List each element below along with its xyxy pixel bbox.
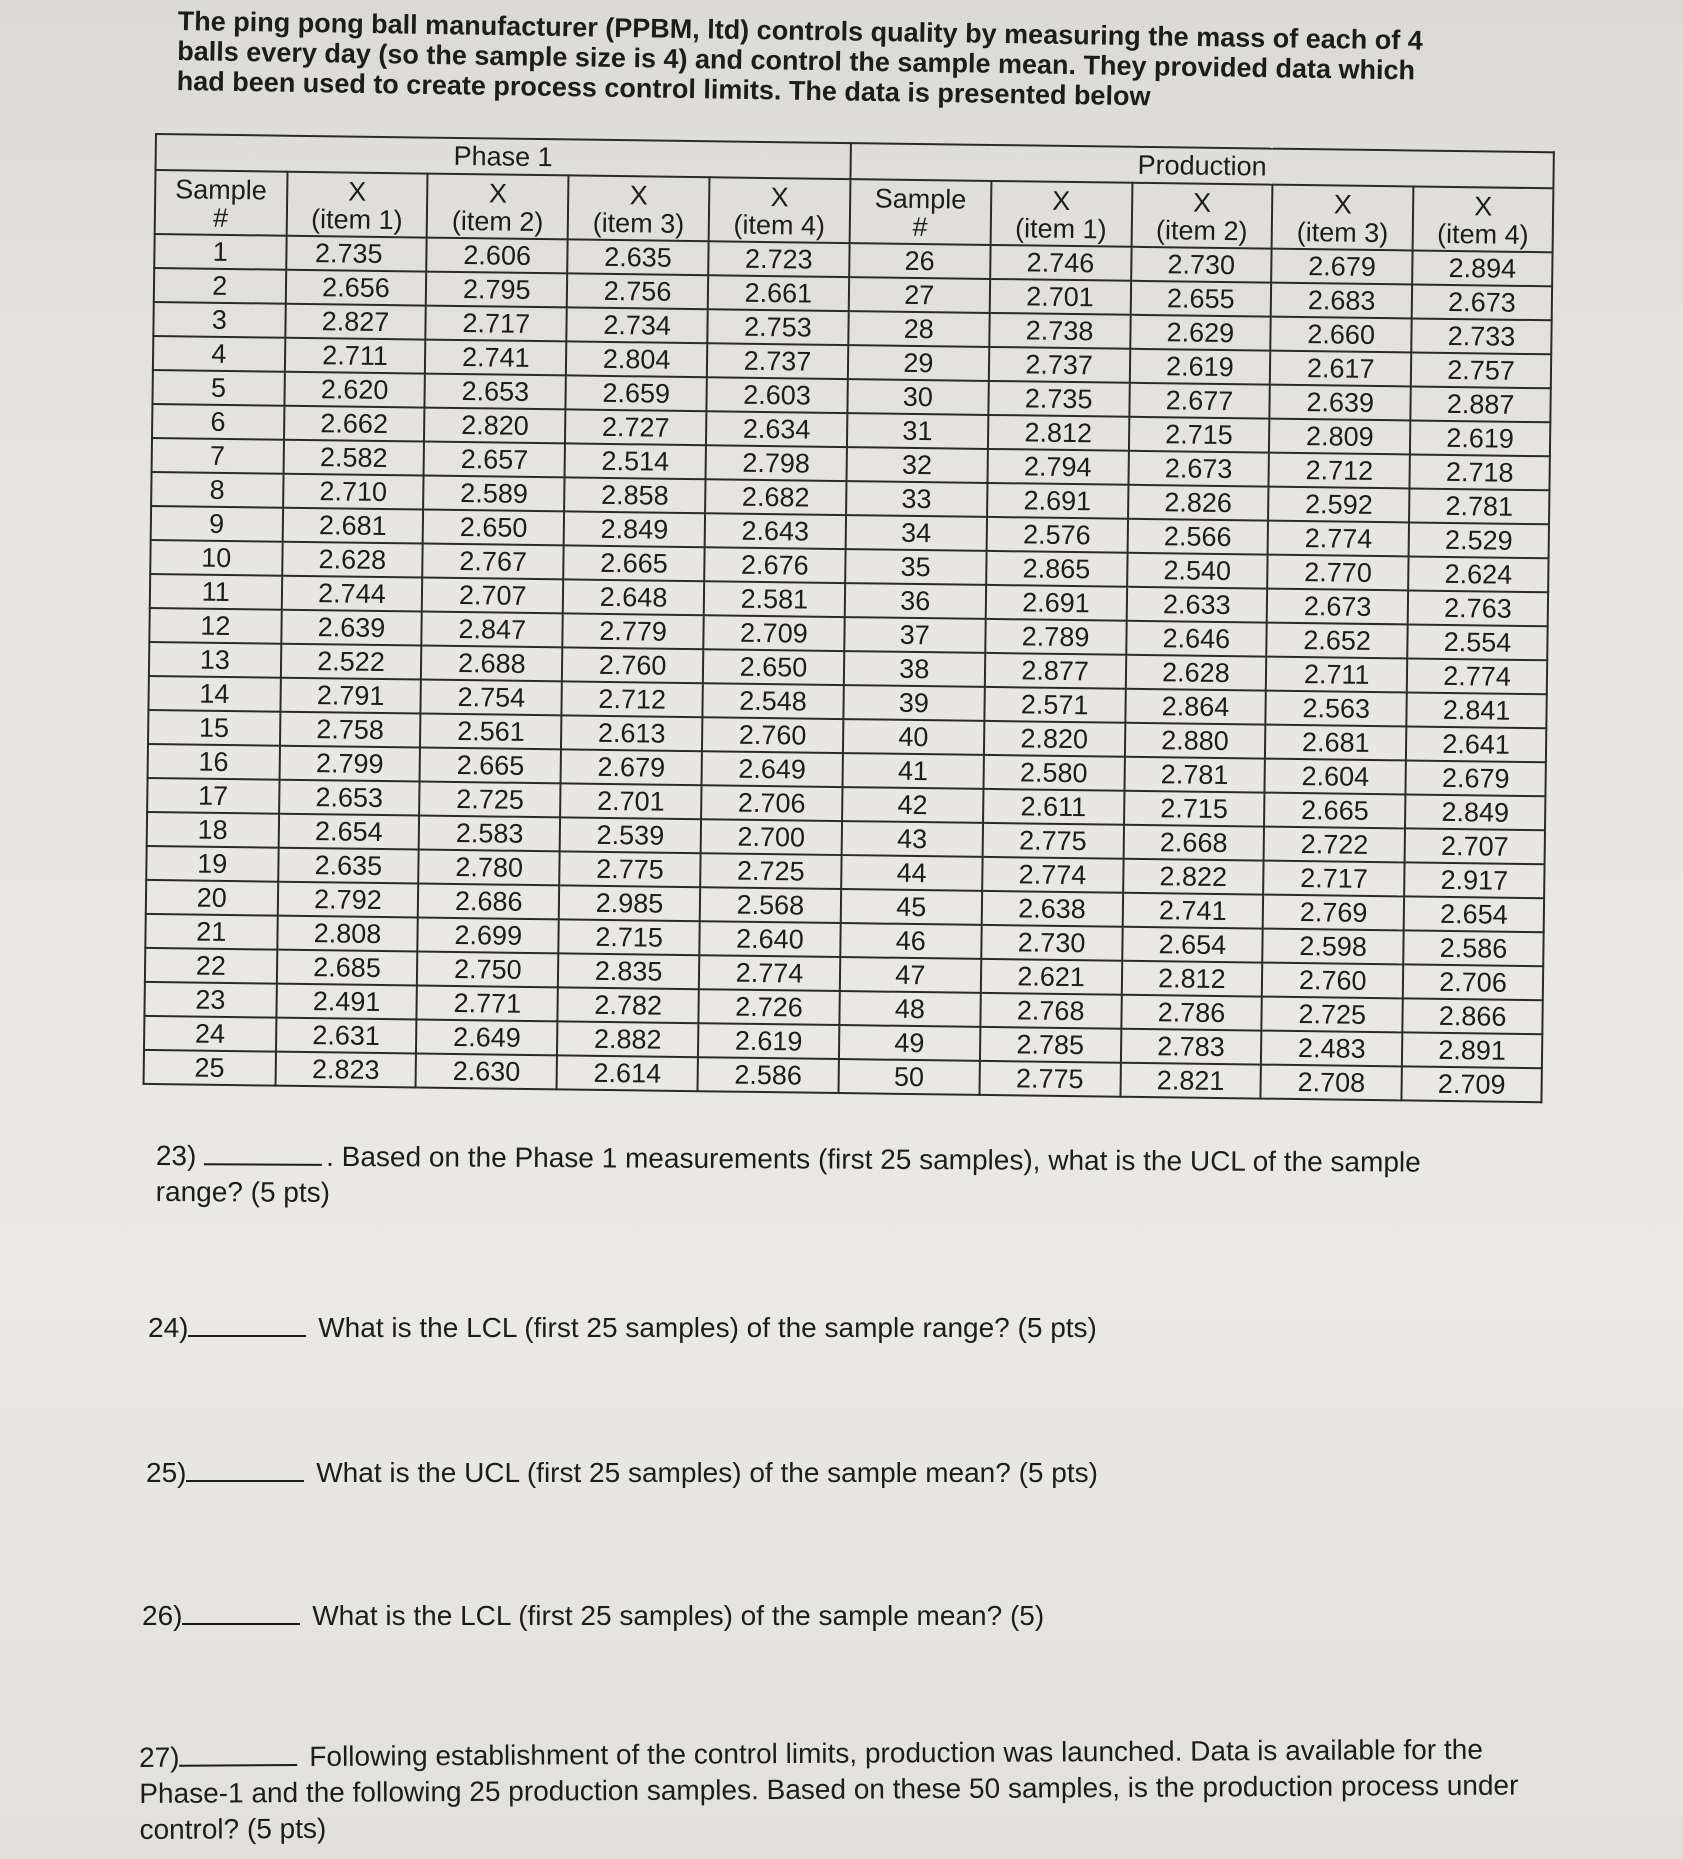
measurement-cell: 2.683 xyxy=(1271,283,1412,319)
measurement-cell: 2.760 xyxy=(702,717,843,753)
measurement-cell: 2.648 xyxy=(563,579,704,615)
measurement-cell: 2.730 xyxy=(1131,247,1272,283)
measurement-cell: 2.753 xyxy=(707,309,848,345)
answer-blank-25[interactable] xyxy=(186,1456,304,1482)
sample-number-cell: 15 xyxy=(148,710,280,746)
measurement-cell: 2.789 xyxy=(985,619,1126,655)
sample-number-cell: 28 xyxy=(848,311,989,347)
sample-number-cell: 48 xyxy=(839,991,980,1027)
measurement-cell: 2.650 xyxy=(703,649,844,685)
measurement-cell: 2.631 xyxy=(276,1018,417,1054)
data-table xyxy=(143,133,1555,1103)
column-header: Sample # xyxy=(849,179,991,245)
measurement-cell: 2.630 xyxy=(416,1053,557,1089)
measurement-cell: 2.586 xyxy=(1403,930,1543,966)
measurement-cell: 2.686 xyxy=(418,884,559,920)
measurement-cell: 2.660 xyxy=(1271,317,1412,353)
measurement-cell: 2.677 xyxy=(1129,383,1270,419)
measurement-cell: 2.835 xyxy=(558,953,699,989)
measurement-cell: 2.804 xyxy=(566,341,707,377)
measurement-cell: 2.808 xyxy=(277,916,418,952)
measurement-cell: 2.820 xyxy=(424,408,565,444)
measurement-cell: 2.820 xyxy=(984,721,1125,757)
measurement-cell: 2.717 xyxy=(1263,861,1404,897)
sample-number-cell: 10 xyxy=(150,540,282,576)
measurement-cell: 2.592 xyxy=(1268,487,1409,523)
measurement-cell: 2.649 xyxy=(416,1020,557,1056)
production-group-header: Production xyxy=(850,143,1554,188)
measurement-cell: 2.783 xyxy=(1120,1029,1261,1065)
measurement-cell: 2.639 xyxy=(281,610,422,646)
sample-number-cell: 44 xyxy=(841,855,982,891)
sample-number-cell: 50 xyxy=(838,1059,979,1095)
column-header: X (item 3) xyxy=(1272,185,1414,251)
measurement-cell: 2.635 xyxy=(278,848,419,884)
measurement-cell: 2.877 xyxy=(985,653,1126,689)
measurement-cell: 2.785 xyxy=(980,1027,1121,1063)
measurement-cell: 2.656 xyxy=(285,270,426,306)
measurement-cell: 2.676 xyxy=(704,547,845,583)
question-text: What is the UCL (first 25 samples) of the sample mean? (5 pts) xyxy=(316,1457,1098,1488)
measurement-cell: 2.586 xyxy=(698,1057,839,1093)
question-text: Following establishment of the control limits, production was launched. Data is available for the Phase-1 and the following 25 production samples. Based on these 50 samples, is the production process under control? (5 pts) xyxy=(139,1733,1519,1845)
measurement-cell: 2.774 xyxy=(699,955,840,991)
measurement-cell: 2.715 xyxy=(558,919,699,955)
measurement-cell: 2.589 xyxy=(423,476,564,512)
measurement-cell: 2.654 xyxy=(278,814,419,850)
measurement-cell: 2.581 xyxy=(704,581,845,617)
measurement-cell: 2.847 xyxy=(422,612,563,648)
sample-number-cell: 33 xyxy=(846,481,987,517)
measurement-cell: 2.568 xyxy=(700,887,841,923)
question-27 xyxy=(139,1731,1560,1848)
measurement-cell: 2.866 xyxy=(1402,998,1542,1034)
measurement-cell: 2.715 xyxy=(1124,791,1265,827)
measurement-cell: 2.619 xyxy=(1129,349,1270,385)
measurement-cell: 2.620 xyxy=(284,372,425,408)
measurement-cell: 2.709 xyxy=(703,615,844,651)
measurement-cell: 2.522 xyxy=(280,644,421,680)
measurement-cell: 2.760 xyxy=(1262,963,1403,999)
measurement-cell: 2.792 xyxy=(277,882,418,918)
answer-blank-24[interactable] xyxy=(188,1311,306,1337)
sample-number-cell: 38 xyxy=(844,651,985,687)
measurement-cell: 2.767 xyxy=(423,544,564,580)
measurement-cell: 2.643 xyxy=(705,513,846,549)
measurement-cell: 2.725 xyxy=(700,853,841,889)
measurement-cell: 2.864 xyxy=(1125,689,1266,725)
measurement-cell: 2.540 xyxy=(1127,553,1268,589)
measurement-cell: 2.679 xyxy=(561,749,702,785)
sample-number-cell: 11 xyxy=(150,574,282,610)
measurement-cell: 2.634 xyxy=(706,411,847,447)
measurement-cell: 2.554 xyxy=(1407,624,1547,660)
data-table-container xyxy=(143,133,1555,1103)
question-text: What is the LCL (first 25 samples) of the sample mean? (5) xyxy=(312,1600,1045,1631)
sample-number-cell: 14 xyxy=(148,676,280,712)
sample-number-cell: 47 xyxy=(840,957,981,993)
answer-blank-23[interactable] xyxy=(204,1139,322,1166)
measurement-cell: 2.649 xyxy=(702,751,843,787)
measurement-cell: 2.619 xyxy=(698,1023,839,1059)
measurement-cell: 2.665 xyxy=(563,545,704,581)
measurement-cell: 2.760 xyxy=(562,647,703,683)
column-header: X (item 4) xyxy=(709,177,851,243)
answer-blank-27[interactable] xyxy=(179,1740,297,1767)
measurement-cell: 2.849 xyxy=(564,511,705,547)
measurement-cell: 2.661 xyxy=(708,275,849,311)
sample-number-cell: 31 xyxy=(847,413,988,449)
sample-number-cell: 46 xyxy=(840,923,981,959)
measurement-cell: 2.650 xyxy=(423,510,564,546)
measurement-cell: 2.865 xyxy=(986,551,1127,587)
measurement-cell: 2.621 xyxy=(981,959,1122,995)
answer-blank-26[interactable] xyxy=(182,1599,300,1625)
column-header: Sample # xyxy=(155,170,287,236)
question-25 xyxy=(146,1455,1346,1491)
measurement-cell: 2.917 xyxy=(1404,862,1544,898)
measurement-cell: 2.775 xyxy=(982,823,1123,859)
question-number: 23) xyxy=(155,1140,197,1172)
measurement-cell: 2.514 xyxy=(565,443,706,479)
sample-number-cell: 22 xyxy=(145,948,277,984)
sample-number-cell: 23 xyxy=(144,982,276,1018)
sample-number-cell: 30 xyxy=(847,379,988,415)
measurement-cell: 2.653 xyxy=(425,374,566,410)
sample-number-cell: 41 xyxy=(842,753,983,789)
measurement-cell: 2.741 xyxy=(425,340,566,376)
measurement-cell: 2.654 xyxy=(1404,896,1544,932)
question-26 xyxy=(142,1598,1342,1634)
measurement-cell: 2.699 xyxy=(418,918,559,954)
measurement-cell: 2.737 xyxy=(989,347,1130,383)
measurement-cell: 2.682 xyxy=(705,479,846,515)
measurement-cell: 2.582 xyxy=(283,440,424,476)
measurement-cell: 2.639 xyxy=(1270,385,1411,421)
measurement-cell: 2.604 xyxy=(1265,759,1406,795)
measurement-cell: 2.809 xyxy=(1269,419,1410,455)
sample-number-cell: 36 xyxy=(845,583,986,619)
measurement-cell: 2.770 xyxy=(1267,555,1408,591)
measurement-cell: 2.624 xyxy=(1408,556,1548,592)
column-header: X (item 4) xyxy=(1413,186,1554,252)
question-number: 27) xyxy=(139,1741,180,1773)
measurement-cell: 2.849 xyxy=(1405,794,1545,830)
measurement-cell: 2.823 xyxy=(275,1052,416,1088)
measurement-cell: 2.709 xyxy=(1402,1066,1542,1102)
phase1-group-header: Phase 1 xyxy=(156,134,851,179)
measurement-cell: 2.613 xyxy=(561,715,702,751)
measurement-cell: 2.638 xyxy=(981,891,1122,927)
measurement-cell: 2.775 xyxy=(979,1061,1120,1097)
measurement-cell: 2.798 xyxy=(706,445,847,481)
sample-number-cell: 49 xyxy=(839,1025,980,1061)
sample-number-cell: 5 xyxy=(152,370,284,406)
measurement-cell: 2.768 xyxy=(980,993,1121,1029)
measurement-cell: 2.662 xyxy=(284,406,425,442)
measurement-cell: 2.711 xyxy=(284,338,425,374)
measurement-cell: 2.708 xyxy=(1261,1065,1402,1101)
measurement-cell: 2.725 xyxy=(419,782,560,818)
measurement-cell: 2.580 xyxy=(983,755,1124,791)
measurement-cell: 2.735 xyxy=(988,381,1129,417)
question-number: 24) xyxy=(148,1312,189,1343)
measurement-cell: 2.718 xyxy=(1410,454,1550,490)
measurement-cell: 2.821 xyxy=(1120,1063,1261,1099)
measurement-cell: 2.757 xyxy=(1411,352,1551,388)
measurement-cell: 2.735 xyxy=(286,236,427,272)
measurement-cell: 2.733 xyxy=(1411,318,1551,354)
measurement-cell: 2.717 xyxy=(426,306,567,342)
question-number: 26) xyxy=(142,1600,183,1631)
measurement-cell: 2.685 xyxy=(276,950,417,986)
sample-number-cell: 35 xyxy=(845,549,986,585)
measurement-cell: 2.679 xyxy=(1406,760,1546,796)
measurement-cell: 2.791 xyxy=(280,678,421,714)
measurement-cell: 2.646 xyxy=(1126,621,1267,657)
measurement-cell: 2.563 xyxy=(1266,691,1407,727)
sample-number-cell: 19 xyxy=(146,846,278,882)
question-23 xyxy=(156,1138,1486,1217)
measurement-cell: 2.659 xyxy=(566,375,707,411)
measurement-cell: 2.782 xyxy=(558,987,699,1023)
measurement-cell: 2.561 xyxy=(420,714,561,750)
measurement-cell: 2.701 xyxy=(560,783,701,819)
measurement-cell: 2.598 xyxy=(1263,929,1404,965)
sample-number-cell: 17 xyxy=(147,778,279,814)
sample-number-cell: 18 xyxy=(147,812,279,848)
measurement-cell: 2.673 xyxy=(1128,451,1269,487)
measurement-cell: 2.882 xyxy=(557,1021,698,1057)
question-text: What is the LCL (first 25 samples) of the sample range? (5 pts) xyxy=(318,1312,1097,1343)
measurement-cell: 2.758 xyxy=(280,712,421,748)
measurement-cell: 2.737 xyxy=(707,343,848,379)
measurement-cell: 2.483 xyxy=(1261,1031,1402,1067)
measurement-cell: 2.734 xyxy=(566,307,707,343)
sample-number-cell: 12 xyxy=(149,608,281,644)
measurement-cell: 2.657 xyxy=(424,442,565,478)
sample-number-cell: 4 xyxy=(153,336,285,372)
column-header: X (item 3) xyxy=(568,175,710,241)
measurement-cell: 2.730 xyxy=(981,925,1122,961)
measurement-cell: 2.681 xyxy=(282,508,423,544)
measurement-cell: 2.706 xyxy=(701,785,842,821)
sample-number-cell: 43 xyxy=(841,821,982,857)
measurement-cell: 2.746 xyxy=(990,245,1131,281)
sample-number-cell: 37 xyxy=(844,617,985,653)
sample-number-cell: 9 xyxy=(151,506,283,542)
measurement-cell: 2.722 xyxy=(1264,827,1405,863)
measurement-cell: 2.769 xyxy=(1263,895,1404,931)
measurement-cell: 2.827 xyxy=(285,304,426,340)
measurement-cell: 2.576 xyxy=(986,517,1127,553)
question-number: 25) xyxy=(146,1457,187,1488)
sample-number-cell: 40 xyxy=(843,719,984,755)
measurement-cell: 2.640 xyxy=(699,921,840,957)
measurement-cell: 2.726 xyxy=(698,989,839,1025)
sample-number-cell: 29 xyxy=(848,345,989,381)
measurement-cell: 2.727 xyxy=(565,409,706,445)
measurement-cell: 2.673 xyxy=(1412,284,1552,320)
measurement-cell: 2.668 xyxy=(1123,825,1264,861)
measurement-cell: 2.571 xyxy=(984,687,1125,723)
sample-number-cell: 39 xyxy=(843,685,984,721)
measurement-cell: 2.654 xyxy=(1122,927,1263,963)
sample-number-cell: 3 xyxy=(153,302,285,338)
measurement-cell: 2.774 xyxy=(1407,658,1547,694)
sample-number-cell: 32 xyxy=(846,447,987,483)
measurement-cell: 2.710 xyxy=(283,474,424,510)
measurement-cell: 2.673 xyxy=(1267,589,1408,625)
measurement-cell: 2.780 xyxy=(419,850,560,886)
sample-number-cell: 42 xyxy=(842,787,983,823)
measurement-cell: 2.629 xyxy=(1130,315,1271,351)
column-header: X (item 2) xyxy=(427,174,569,240)
measurement-cell: 2.712 xyxy=(562,681,703,717)
measurement-cell: 2.741 xyxy=(1122,893,1263,929)
sample-number-cell: 25 xyxy=(144,1050,276,1086)
measurement-cell: 2.891 xyxy=(1402,1032,1542,1068)
column-header: X (item 1) xyxy=(286,172,428,238)
table-body xyxy=(144,234,1553,1102)
measurement-cell: 2.781 xyxy=(1124,757,1265,793)
measurement-cell: 2.858 xyxy=(564,477,705,513)
measurement-cell: 2.771 xyxy=(417,986,558,1022)
measurement-cell: 2.641 xyxy=(1406,726,1546,762)
measurement-cell: 2.812 xyxy=(1121,961,1262,997)
sample-number-cell: 6 xyxy=(152,404,284,440)
column-header: X (item 1) xyxy=(990,181,1132,247)
measurement-cell: 2.841 xyxy=(1406,692,1546,728)
measurement-cell: 2.763 xyxy=(1408,590,1548,626)
measurement-cell: 2.715 xyxy=(1128,417,1269,453)
measurement-cell: 2.738 xyxy=(989,313,1130,349)
sample-number-cell: 13 xyxy=(149,642,281,678)
measurement-cell: 2.707 xyxy=(1405,828,1545,864)
measurement-cell: 2.628 xyxy=(1125,655,1266,691)
question-text: . Based on the Phase 1 measurements (first 25 samples), what is the UCL of the sample range? (5 pts) xyxy=(155,1140,1421,1208)
sample-number-cell: 21 xyxy=(145,914,277,950)
measurement-cell: 2.653 xyxy=(279,780,420,816)
sample-number-cell: 24 xyxy=(144,1016,276,1052)
measurement-cell: 2.539 xyxy=(560,817,701,853)
measurement-cell: 2.691 xyxy=(985,585,1126,621)
measurement-cell: 2.774 xyxy=(1268,521,1409,557)
measurement-cell: 2.701 xyxy=(989,279,1130,315)
measurement-cell: 2.529 xyxy=(1409,522,1549,558)
measurement-cell: 2.633 xyxy=(1126,587,1267,623)
measurement-cell: 2.679 xyxy=(1271,249,1412,285)
measurement-cell: 2.754 xyxy=(421,680,562,716)
sample-number-cell: 27 xyxy=(849,277,990,313)
measurement-cell: 2.756 xyxy=(567,273,708,309)
measurement-cell: 2.691 xyxy=(987,483,1128,519)
measurement-cell: 2.665 xyxy=(1264,793,1405,829)
measurement-cell: 2.688 xyxy=(421,646,562,682)
intro-paragraph: The ping pong ball manufacturer (PPBM, ltd) controls quality by measuring the mass of each of 4 balls every day (so the sample size is 4) and control the sample mean. They provided data which had been used to create process control limits. The data is presented below xyxy=(176,6,1424,112)
column-header: X (item 2) xyxy=(1131,183,1273,249)
sample-number-cell: 8 xyxy=(151,472,283,508)
measurement-cell: 2.725 xyxy=(1262,997,1403,1033)
sample-number-cell: 45 xyxy=(841,889,982,925)
measurement-cell: 2.744 xyxy=(281,576,422,612)
sample-number-cell: 26 xyxy=(849,243,990,279)
measurement-cell: 2.628 xyxy=(282,542,423,578)
measurement-cell: 2.711 xyxy=(1266,657,1407,693)
measurement-cell: 2.799 xyxy=(279,746,420,782)
measurement-cell: 2.619 xyxy=(1410,420,1550,456)
measurement-cell: 2.894 xyxy=(1412,250,1552,286)
measurement-cell: 2.614 xyxy=(557,1055,698,1091)
sample-number-cell: 2 xyxy=(154,268,286,304)
measurement-cell: 2.774 xyxy=(982,857,1123,893)
measurement-cell: 2.665 xyxy=(420,748,561,784)
measurement-cell: 2.985 xyxy=(559,885,700,921)
measurement-cell: 2.655 xyxy=(1130,281,1271,317)
measurement-cell: 2.887 xyxy=(1410,386,1550,422)
measurement-cell: 2.822 xyxy=(1123,859,1264,895)
measurement-cell: 2.826 xyxy=(1128,485,1269,521)
measurement-cell: 2.706 xyxy=(1403,964,1543,1000)
question-24 xyxy=(148,1310,1348,1346)
sample-number-cell: 34 xyxy=(845,515,986,551)
measurement-cell: 2.712 xyxy=(1269,453,1410,489)
measurement-cell: 2.794 xyxy=(987,449,1128,485)
measurement-cell: 2.611 xyxy=(983,789,1124,825)
measurement-cell: 2.491 xyxy=(276,984,417,1020)
sample-number-cell: 7 xyxy=(152,438,284,474)
measurement-cell: 2.781 xyxy=(1409,488,1549,524)
measurement-cell: 2.681 xyxy=(1265,725,1406,761)
measurement-cell: 2.880 xyxy=(1124,723,1265,759)
measurement-cell: 2.775 xyxy=(559,851,700,887)
measurement-cell: 2.566 xyxy=(1127,519,1268,555)
measurement-cell: 2.603 xyxy=(706,377,847,413)
measurement-cell: 2.583 xyxy=(419,816,560,852)
measurement-cell: 2.795 xyxy=(426,272,567,308)
sample-number-cell: 1 xyxy=(154,234,286,270)
measurement-cell: 2.723 xyxy=(708,241,849,277)
measurement-cell: 2.617 xyxy=(1270,351,1411,387)
sample-number-cell: 16 xyxy=(148,744,280,780)
measurement-cell: 2.786 xyxy=(1121,995,1262,1031)
measurement-cell: 2.812 xyxy=(988,415,1129,451)
measurement-cell: 2.707 xyxy=(422,578,563,614)
measurement-cell: 2.652 xyxy=(1267,623,1408,659)
measurement-cell: 2.635 xyxy=(567,239,708,275)
sample-number-cell: 20 xyxy=(146,880,278,916)
measurement-cell: 2.700 xyxy=(701,819,842,855)
measurement-cell: 2.750 xyxy=(417,952,558,988)
measurement-cell: 2.779 xyxy=(562,613,703,649)
measurement-cell: 2.548 xyxy=(702,683,843,719)
measurement-cell: 2.606 xyxy=(427,238,568,274)
